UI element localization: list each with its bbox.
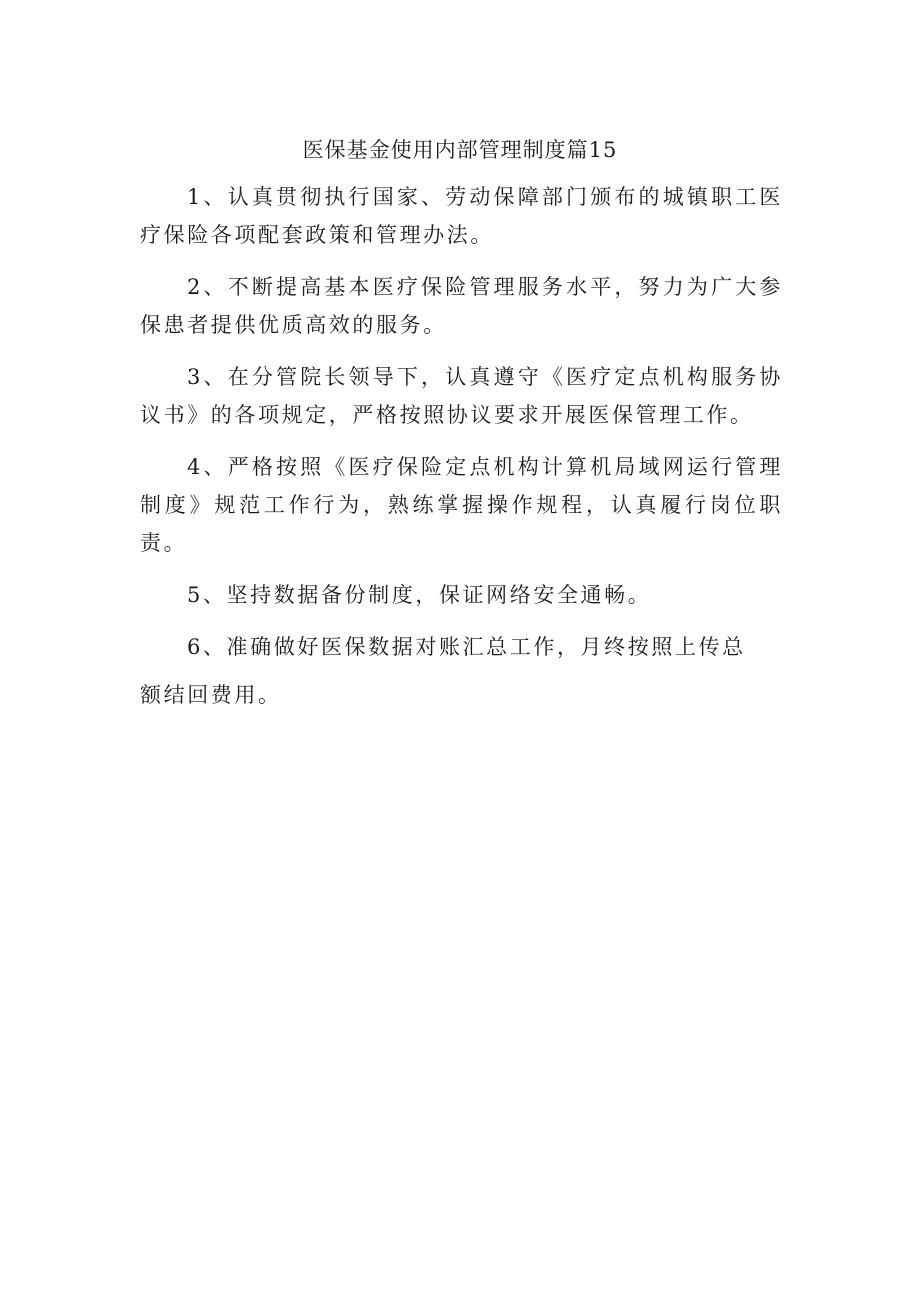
document-body: [140, 178, 783, 714]
paragraph-4: 4、严格按照《医疗保险定点机构计算机局域网运行管理制度》规范工作行为，熟练掌握操作规程，认真履行岗位职责。: [140, 455, 783, 555]
paragraph-3: 3、在分管院长领导下，认真遵守《医疗定点机构服务协议书》的各项规定，严格按照协议要求开展医保管理工作。: [140, 365, 783, 427]
paragraph-5: 5、坚持数据备份制度，保证网络安全通畅。: [187, 583, 652, 607]
paragraph-6-continuation: 额结回费用。: [140, 683, 282, 707]
document-title: 医保基金使用内部管理制度篇15: [302, 138, 618, 162]
paragraph-6: 6、准确做好医保数据对账汇总工作，月终按照上传总: [187, 635, 746, 659]
paragraph-1: 1、认真贯彻执行国家、劳动保障部门颁布的城镇职工医疗保险各项配套政策和管理办法。: [140, 185, 783, 247]
paragraph-2: 2、不断提高基本医疗保险管理服务水平，努力为广大参保患者提供优质高效的服务。: [140, 275, 783, 337]
